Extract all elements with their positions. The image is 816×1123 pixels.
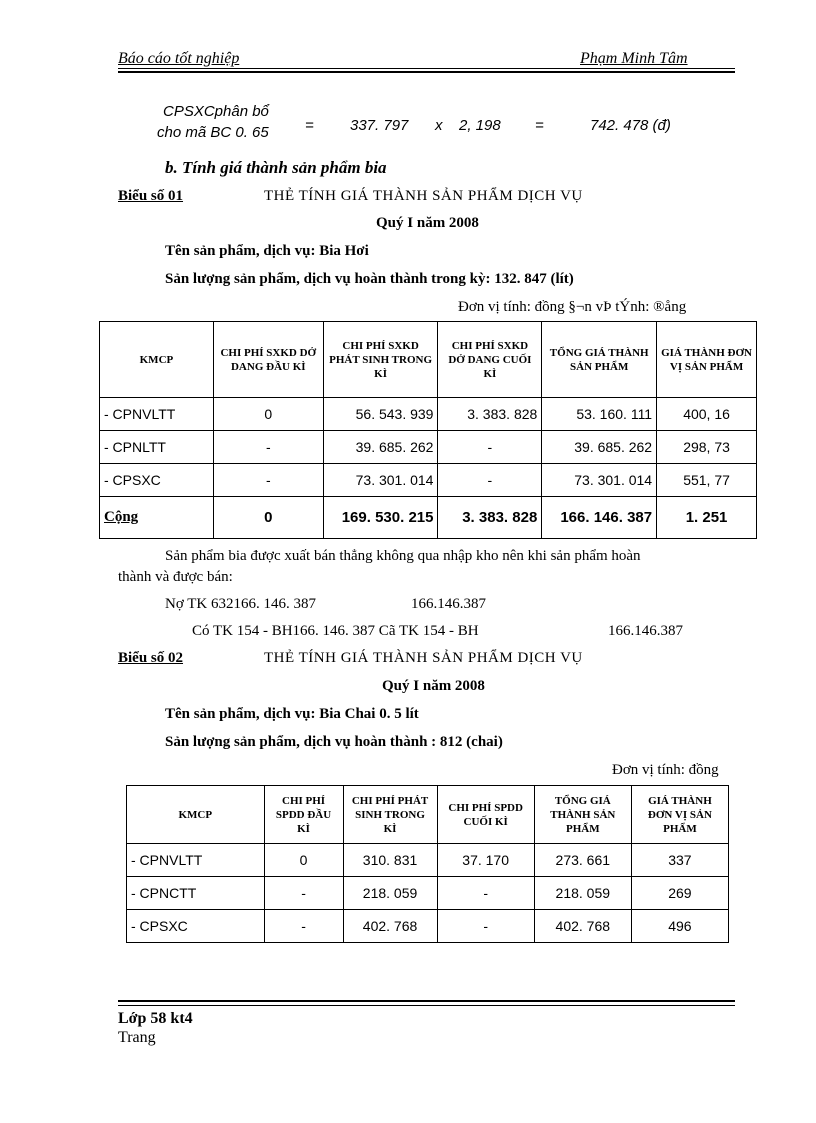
footer-page: Trang — [118, 1029, 156, 1046]
formula-label-line2: cho mã BC 0. 65 — [157, 124, 269, 141]
row-label: - CPSXC — [127, 910, 265, 943]
cell: 310. 831 — [343, 844, 437, 877]
card1-title: THẺ TÍNH GIÁ THÀNH SẢN PHẨM DỊCH VỤ — [264, 188, 583, 204]
header-rule-thick — [118, 71, 735, 73]
card1-label: Biểu số 01 — [118, 188, 184, 204]
cell: 73. 301. 014 — [542, 464, 657, 497]
row-label: - CPNVLTT — [100, 398, 214, 431]
cell: 166. 146. 387 — [542, 497, 657, 539]
footer-class: Lớp 58 kt4 — [118, 1010, 193, 1027]
card2-product: Tên sản phẩm, dịch vụ: Bia Chai 0. 5 lít — [165, 706, 419, 722]
card2-unit: Đơn vị tính: đồng — [612, 762, 719, 778]
section-b-heading: b. Tính giá thành sản phẩm bia — [165, 158, 387, 177]
paragraph-line2: thành và được bán: — [118, 569, 233, 585]
cell: 53. 160. 111 — [542, 398, 657, 431]
card1-output: Sản lượng sản phẩm, dịch vụ hoàn thành trong kỳ: 132. 847 (lít) — [165, 271, 574, 287]
cell: 73. 301. 014 — [323, 464, 438, 497]
card2-header-kmcp: KMCP — [127, 786, 265, 844]
cell: 551, 77 — [657, 464, 757, 497]
card2-header-unit-cost: GIÁ THÀNH ĐƠN VỊ SẢN PHẨM — [631, 786, 728, 844]
cell: 3. 383. 828 — [438, 398, 542, 431]
card2-output: Sản lượng sản phẩm, dịch vụ hoàn thành : 812 (chai) — [165, 734, 503, 750]
table-row — [127, 877, 729, 910]
cell: 218. 059 — [534, 877, 631, 910]
formula-value1: 337. 797 — [350, 117, 409, 134]
card2-title: THẺ TÍNH GIÁ THÀNH SẢN PHẨM DỊCH VỤ — [264, 650, 583, 666]
cell: - — [213, 464, 323, 497]
footer-rule — [118, 1005, 735, 1006]
cell: 1. 251 — [657, 497, 757, 539]
cell: - — [437, 910, 534, 943]
row-label: - CPSXC — [100, 464, 214, 497]
header-rule — [118, 68, 735, 69]
card1-header-kmcp: KMCP — [100, 322, 214, 398]
cell: 169. 530. 215 — [323, 497, 438, 539]
cell: 298, 73 — [657, 431, 757, 464]
cell: 269 — [631, 877, 728, 910]
card1-quarter: Quý I năm 2008 — [376, 215, 479, 231]
card2-label: Biểu số 02 — [118, 650, 184, 666]
row-label: - CPNLTT — [100, 431, 214, 464]
cell: 0 — [264, 844, 343, 877]
card1-header-opening: CHI PHÍ SXKD DỞ DANG ĐẦU KÌ — [213, 322, 323, 398]
header-right: Phạm Minh Tâm — [580, 50, 688, 67]
cell: - — [213, 431, 323, 464]
card1-unit: Đơn vị tính: đồng §¬n vÞ tÝnh: ®ång — [458, 299, 687, 315]
formula-value2: 2, 198 — [459, 117, 501, 134]
entry-debit: Nợ TK 632166. 146. 387 — [165, 596, 316, 612]
formula-eq1: = — [305, 117, 314, 134]
cell: - — [438, 431, 542, 464]
table-row — [100, 431, 757, 464]
cell: 273. 661 — [534, 844, 631, 877]
card1-header-total-cost: TỔNG GIÁ THÀNH SẢN PHẨM — [542, 322, 657, 398]
cell: 0 — [213, 398, 323, 431]
formula-times: x — [435, 117, 443, 134]
card1-product: Tên sản phẩm, dịch vụ: Bia Hơi — [165, 243, 369, 259]
card1-header-incurred: CHI PHÍ SXKD PHÁT SINH TRONG KÌ — [323, 322, 438, 398]
row-label: - CPNCTT — [127, 877, 265, 910]
cell: 400, 16 — [657, 398, 757, 431]
cell: 402. 768 — [343, 910, 437, 943]
cell: 37. 170 — [437, 844, 534, 877]
card2-header-total-cost: TỔNG GIÁ THÀNH SẢN PHẨM — [534, 786, 631, 844]
card2-header-closing: CHI PHÍ SPDD CUỐI KÌ — [437, 786, 534, 844]
table-row — [127, 844, 729, 877]
cell: - — [438, 464, 542, 497]
table-row — [127, 910, 729, 943]
formula-eq2: = — [535, 117, 544, 134]
card1-header-closing: CHI PHÍ SXKD DỞ DANG CUỐI KÌ — [438, 322, 542, 398]
footer-rule-thick — [118, 1000, 735, 1002]
entry-debit-value: 166.146.387 — [411, 596, 486, 612]
card2-header-incurred: CHI PHÍ PHÁT SINH TRONG KÌ — [343, 786, 437, 844]
card2-header-opening: CHI PHÍ SPDD ĐẦU KÌ — [264, 786, 343, 844]
card2-header-row — [127, 786, 729, 844]
table-total-row — [100, 497, 757, 539]
total-label: Cộng — [100, 497, 214, 539]
entry-credit-value: 166.146.387 — [608, 623, 683, 639]
card1-table — [99, 321, 757, 539]
formula-label-line1: CPSXCphân bổ — [163, 103, 269, 120]
entry-credit: Có TK 154 - BH166. 146. 387 Cã TK 154 - BH — [192, 623, 479, 639]
cell: - — [264, 910, 343, 943]
table-row — [100, 464, 757, 497]
cell: 3. 383. 828 — [438, 497, 542, 539]
cell: - — [264, 877, 343, 910]
formula-result: 742. 478 (đ) — [590, 117, 671, 134]
cell: 402. 768 — [534, 910, 631, 943]
card1-header-row — [100, 322, 757, 398]
card1-header-unit-cost: GIÁ THÀNH ĐƠN VỊ SẢN PHẨM — [657, 322, 757, 398]
cell: - — [437, 877, 534, 910]
cell: 337 — [631, 844, 728, 877]
card2-table — [126, 785, 729, 943]
cell: 39. 685. 262 — [542, 431, 657, 464]
paragraph-line1: Sản phẩm bia được xuất bán thẳng không qua nhập kho nên khi sản phẩm hoàn — [165, 548, 641, 564]
card2-quarter: Quý I năm 2008 — [382, 678, 485, 694]
cell: 56. 543. 939 — [323, 398, 438, 431]
row-label: - CPNVLTT — [127, 844, 265, 877]
cell: 218. 059 — [343, 877, 437, 910]
cell: 496 — [631, 910, 728, 943]
header-left: Báo cáo tốt nghiệp — [118, 50, 240, 67]
cell: 0 — [213, 497, 323, 539]
cell: 39. 685. 262 — [323, 431, 438, 464]
table-row — [100, 398, 757, 431]
